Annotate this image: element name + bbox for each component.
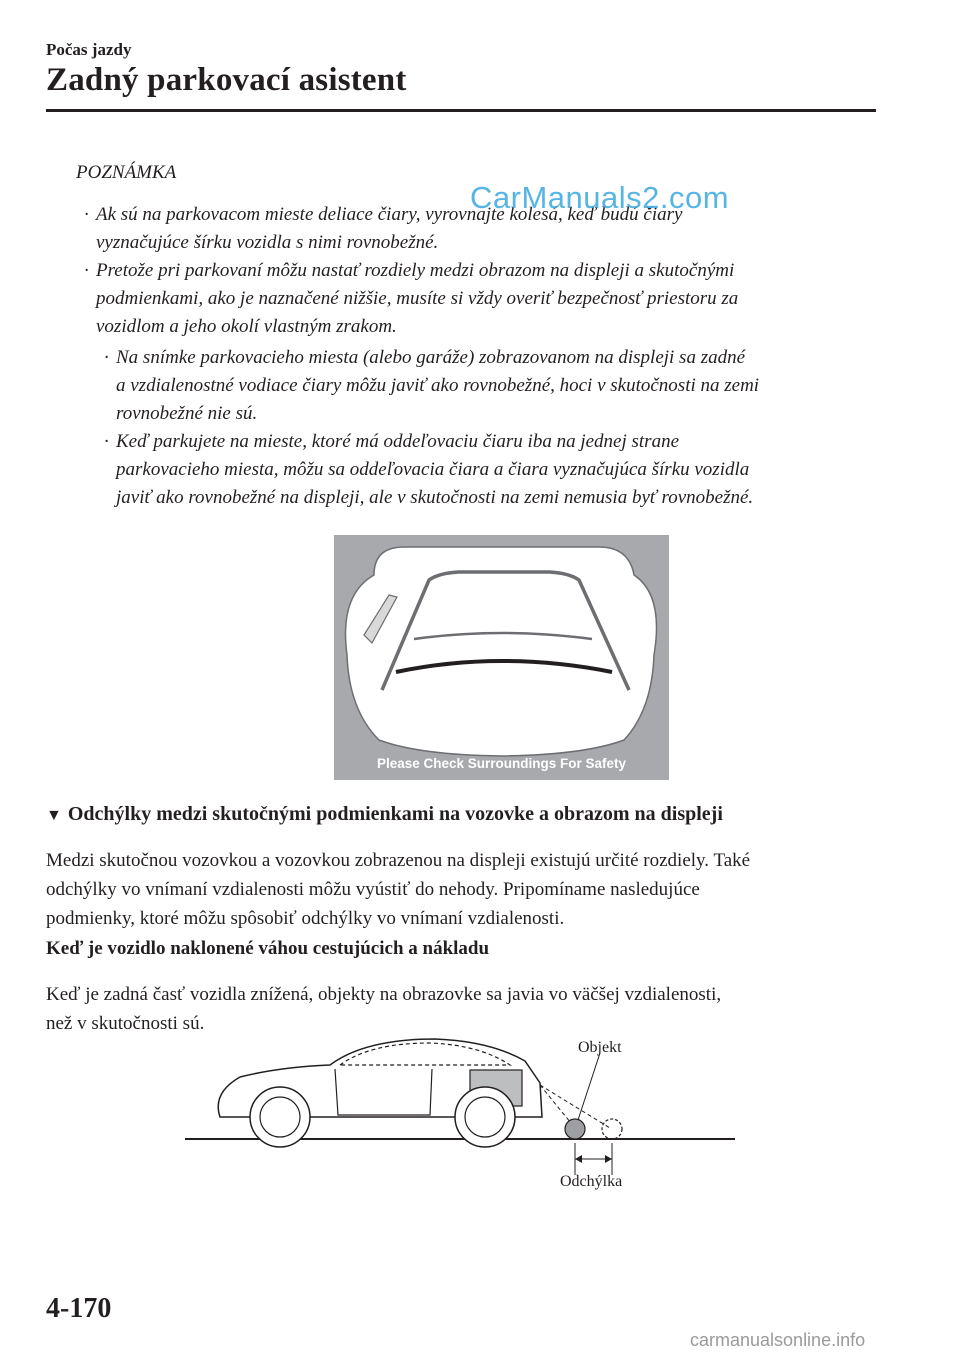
- section-heading-text: Odchýlky medzi skutočnými podmienkami na vozovke a obrazom na displeji: [67, 803, 723, 825]
- note-line: Pretože pri parkovaní môžu nastať rozdiely medzi obrazom na displeji a skutočnými: [96, 260, 735, 281]
- car-tilt-figure: [180, 1025, 740, 1195]
- section-heading: [46, 803, 723, 826]
- camera-display-figure: [334, 535, 669, 780]
- note-line: a vzdialenostné vodiace čiary môžu javiť ako rovnobežné, hoci v skutočnosti na zemi: [116, 375, 760, 396]
- paragraph-line: odchýlky vo vnímaní vzdialenosti môžu vyústiť do nehody. Pripomíname nasledujúce: [46, 879, 700, 900]
- bullet-dot: ·: [104, 347, 109, 368]
- note-line: podmienkami, ako je naznačené nižšie, musíte si vždy overiť bezpečnosť priestoru za: [96, 288, 739, 309]
- footer-site: carmanualsonline.info: [690, 1330, 866, 1350]
- section-paragraph: [46, 846, 750, 933]
- note-subbullet-1: [104, 344, 760, 428]
- camera-view-illustration: [334, 535, 669, 780]
- note-line: Na snímke parkovacieho miesta (alebo garáže) zobrazovanom na displeji sa zadné: [116, 347, 746, 368]
- watermark: CarManuals2.com: [470, 180, 730, 215]
- label-deviation: Odchýlka: [560, 1173, 623, 1190]
- bullet-dot: ·: [104, 431, 109, 452]
- bullet-dot: ·: [84, 260, 89, 281]
- note-line: parkovacieho miesta, môžu sa oddeľovacia čiara a čiara vyznačujúca šírku vozidla: [116, 459, 750, 480]
- note-line: vozidlom a jeho okolí vlastným zrakom.: [96, 316, 397, 337]
- title-rule: [46, 109, 876, 112]
- paragraph-line: podmienky, ktoré môžu spôsobiť odchýlky vo vnímaní vzdialenosti.: [46, 908, 565, 929]
- note-line: vyznačujúce šírku vozidla s nimi rovnobežné.: [96, 232, 439, 253]
- note-line: rovnobežné nie sú.: [116, 403, 258, 424]
- page-title: Zadný parkovací asistent: [46, 62, 407, 98]
- note-heading: POZNÁMKA: [76, 162, 177, 183]
- note-line: Ak sú na parkovacom mieste deliace čiary, vyrovnajte kolesá, keď budú čiary: [96, 204, 683, 225]
- subheading: Keď je vozidlo naklonené váhou cestujúcich a nákladu: [46, 938, 490, 959]
- section-label: Počas jazdy: [46, 40, 132, 59]
- label-object: Objekt: [578, 1039, 622, 1056]
- note-bullet-2: [84, 257, 739, 341]
- camera-caption: Please Check Surroundings For Safety: [376, 756, 627, 771]
- paragraph-line: Medzi skutočnou vozovkou a vozovkou zobrazenou na displeji existujú určité rozdiely. Také: [46, 850, 751, 871]
- triangle-down-icon: ▼: [46, 807, 62, 824]
- car-illustration: [180, 1025, 740, 1195]
- note-line: javiť ako rovnobežné na displeji, ale v skutočnosti na zemi nemusia byť rovnobežné.: [116, 487, 754, 508]
- paragraph-line: Keď je zadná časť vozidla znížená, objekty na obrazovke sa javia vo väčšej vzdialenosti,: [46, 984, 722, 1005]
- note-line: Keď parkujete na mieste, ktoré má oddeľovaciu čiaru iba na jednej strane: [116, 431, 680, 452]
- page-number: 4-170: [46, 1293, 112, 1324]
- note-subbullet-2: [104, 428, 754, 512]
- paragraph-line: než v skutočnosti sú.: [46, 1013, 205, 1034]
- bullet-dot: ·: [84, 204, 89, 225]
